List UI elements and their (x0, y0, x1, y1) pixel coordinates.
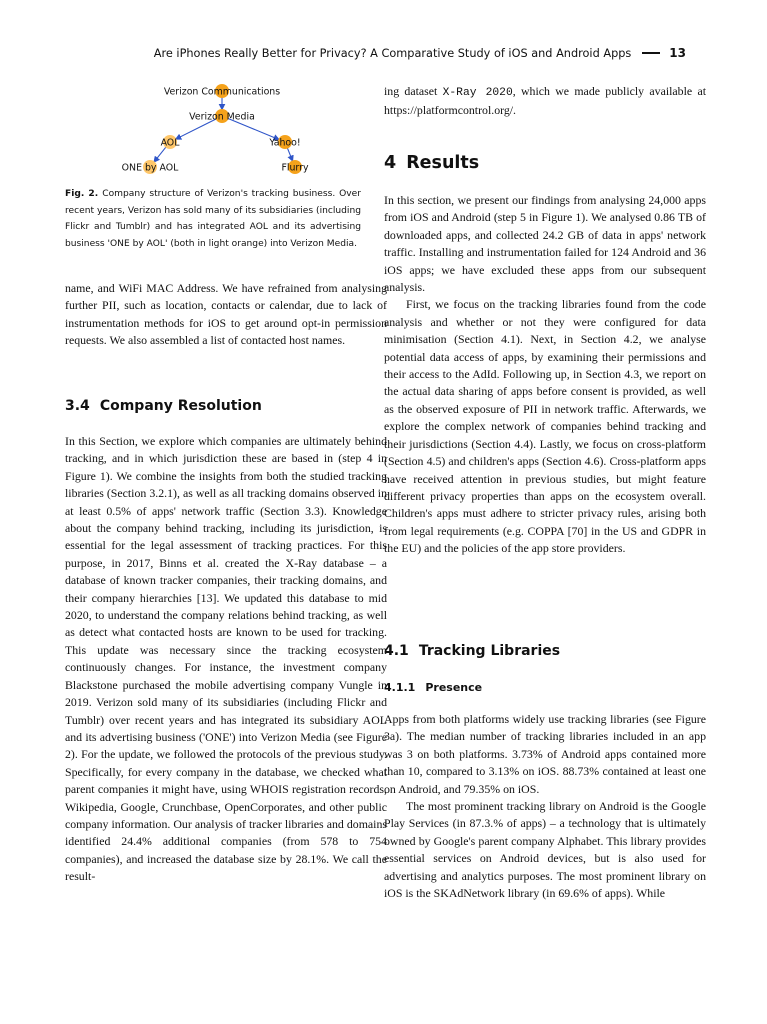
running-header (150, 44, 686, 62)
header-rule (642, 52, 660, 54)
section-4-1-1-heading (384, 681, 482, 694)
paragraph: In this Section, we explore which companies are ultimately behind tracking, and in which jurisdiction these are based in (step 4 in Figure 1). We combine the insights from both the studied tracking libraries (Section 3.2.1), as well as all tracking domains observed in at least 0.5% of apps' network traffic (Section 3.3). Knowledge about the company behind tracking, including its jurisdiction, is essential for the legal assessment of tracking practices. For this purpose, in 2017, Binns et al. created the X-Ray database – a database of known tracker companies, their tracking domains, and their company hierarchies [13]. We updated this database to mid 2020, to understand the company relations behind tracking, as well as detect what contacted hosts are known to be used for tracking. This update was necessary since the tracking ecosystem continuously changes. For instance, the investment company Blackstone purchased the mobile advertising company Vungle in 2019. Verizon sold many of its subsidiaries (including Flickr and Tumblr) over recent years and has integrated its subsidiary AOL and its advertising business ('ONE') into Verizon Media (see Figure 2). For the update, we followed the protocols of the previous study. Specifically, for every company in the database, we checked what parent companies it might have, using WHOIS registration records, Wikipedia, Google, Crunchbase, OpenCorporates, and other public company information. Our analysis of tracker libraries and domains identified 24.4% additional companies (from 578 to 754 companies), and increased the database size by 28.1%. We call the result- (65, 434, 387, 884)
figure-2-caption (65, 186, 361, 252)
node-one_by_aol (122, 160, 179, 174)
section-title: Results (406, 153, 480, 173)
page-number: 13 (669, 46, 686, 60)
left-column-para-1 (65, 280, 387, 350)
paragraph (384, 83, 706, 120)
node-aol (161, 135, 181, 149)
text-run: , which we made publicly available at https://platformcontrol.org/. (384, 84, 706, 118)
right-column-body (384, 192, 706, 558)
figure-2-company-tree (110, 78, 340, 178)
node-label: AOL (160, 137, 180, 149)
left-column-para-2 (65, 433, 387, 886)
text-run: ing dataset (384, 84, 443, 98)
caption-label: Fig. 2. (65, 189, 99, 199)
section-number: 4.1.1 (384, 681, 416, 694)
node-label: Yahoo! (269, 137, 301, 149)
paragraph: name, and WiFi MAC Address. We have refrained from analysing further PII, such as location, contacts or calendar, due to lack of instrumentation methods for iOS to get around opt-in permission requests. We also assembled a list of contacted host names. (65, 281, 387, 348)
section-number: 4.1 (384, 643, 409, 659)
dataset-name: X-Ray 2020 (442, 87, 513, 99)
node-flurry (281, 160, 308, 174)
node-verizon (164, 84, 280, 98)
node-label: ONE by AOL (121, 162, 179, 174)
paragraph: Apps from both platforms widely use tracking libraries (see Figure 3a). The median number of tracking libraries included in an app was 3 on both platforms. 3.73% of Android apps contained more than 10, compared to 3.13% on iOS. 88.73% contained at least one on Android, and 79.35% on iOS. (384, 712, 706, 796)
node-label: Verizon Media (189, 111, 255, 123)
section-title: Presence (425, 681, 483, 694)
node-label: Verizon Communications (163, 86, 281, 98)
caption-text: Company structure of Verizon's tracking business. Over recent years, Verizon has sold many of its subsidiaries (including Flickr and Tumblr) and has integrated AOL and its advertising business 'ONE by AOL' (both in light orange) into Verizon Media. (65, 189, 361, 249)
paragraph: In this section, we present our findings from analysing 24,000 apps from iOS and Android (step 5 in Figure 1). We analysed 0.86 TB of downloaded apps, and collected 24.2 GB of data in apps' network traffic. Installing and instrumentation failed for 124 Android and 36 iOS apps; we have excluded these apps from our subsequent analysis. (384, 193, 706, 295)
section-4-heading (384, 153, 479, 173)
section-number: 4 (384, 153, 397, 173)
node-verizon_media (189, 109, 255, 123)
section-number: 3.4 (65, 398, 90, 414)
right-column-body-2 (384, 711, 706, 902)
node-yahoo (268, 135, 300, 149)
node-label: Flurry (281, 162, 309, 174)
section-title: Company Resolution (99, 398, 262, 414)
right-column-continuation (384, 83, 706, 120)
section-3-4-heading (65, 398, 262, 414)
running-title: Are iPhones Really Better for Privacy? A Comparative Study of iOS and Android Apps (153, 46, 632, 60)
paragraph: The most prominent tracking library on Android is the Google Play Services (in 87.3.% of apps) – a technology that is ultimately owned by Google's parent company Alphabet. This library provides essential services on Android devices, but is also used for advertising and analytics purposes. The most prominent library on iOS is the SKAdNetwork library (in 69.6% of apps). While (384, 799, 706, 901)
section-4-1-heading (384, 643, 560, 659)
section-title: Tracking Libraries (418, 643, 561, 659)
paragraph: First, we focus on the tracking libraries found from the code analysis and whether or not they were configured for data minimisation (Section 4.1). Next, in Section 4.2, we analyse potential data access of apps, by examining their permissions and their access to the AdId. Following up, in Section 4.3, we report on the actual data sharing of apps before consent is provided, as well as the observed exposure of PII in network traffic. Afterwards, we explore the complex network of companies behind tracking and their jurisdictions (Section 4.4). Lastly, we focus on cross-platform (Section 4.5) and children's apps (Section 4.6). Cross-platform apps have received attention in previous studies, but might feature different privacy properties than apps on the ecosystem overall. Children's apps must adhere to stricter privacy rules, arising both from legal requirements (e.g. COPPA [70] in the US and GDPR in the EU) and the policies of the app store providers. (384, 297, 706, 556)
